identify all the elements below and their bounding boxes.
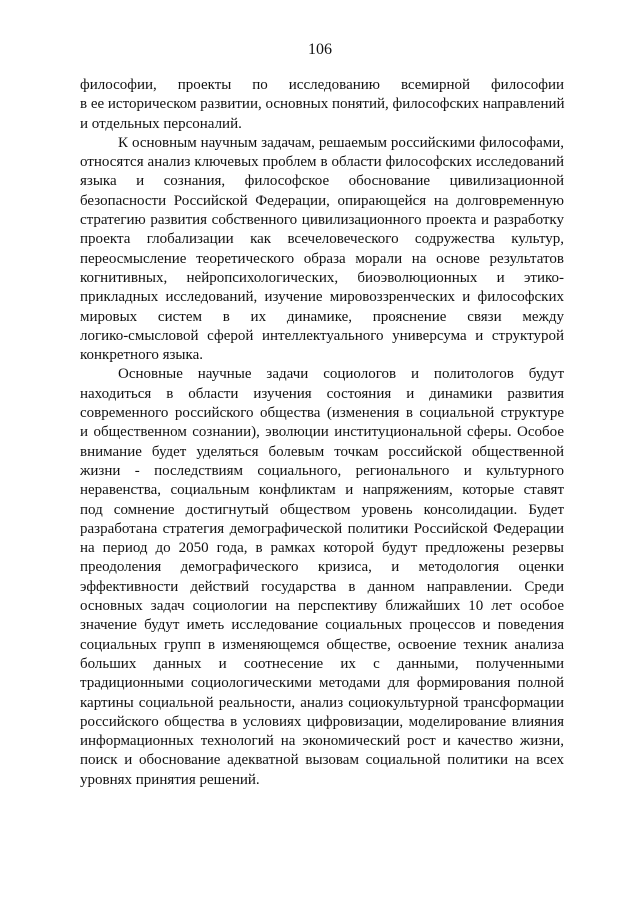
text-line: российского общества в условиях цифровизации, моделирование влияния	[80, 713, 564, 730]
text-line: неравенства, социальным конфликтам и напряжениям, которые ставят	[80, 482, 564, 499]
paragraph-2	[80, 134, 564, 366]
text-line: Основные научные задачи социологов и политологов будут	[118, 366, 564, 383]
text-line: стратегию развития собственного цивилизационного проекта и разработку	[80, 212, 564, 229]
text-line: жизни - последствиям социального, регионального и культурного	[80, 462, 564, 479]
text-line: и отдельных персоналий.	[80, 115, 242, 132]
paragraph-1	[80, 76, 564, 134]
text-line: проекта глобализации как всечеловеческого содружества культур,	[80, 231, 564, 248]
text-line: традиционными социологическими методами для формирования полной	[80, 675, 564, 692]
text-line: когнитивных, нейропсихологических, биоэволюционных и этико-	[80, 269, 564, 286]
text-line: философии, проекты по исследованию всемирной философии	[80, 77, 564, 93]
text-line: мировых систем в их динамике, прояснение связи между	[80, 308, 564, 325]
text-line: эффективности действий государства в данном направлении. Среди	[80, 578, 564, 595]
text-line: переосмысление теоретического образа морали на основе результатов	[80, 250, 564, 267]
text-line: уровнях принятия решений.	[80, 771, 260, 788]
text-line: преодоления демографического кризиса, и методология оценки	[80, 559, 564, 576]
text-line: картины социальной реальности, анализ социокультурной трансформации	[80, 694, 564, 711]
text-line: информационных технологий на экономический рост и качество жизни,	[80, 733, 564, 750]
text-line: социальных групп в изменяющемся обществе, освоение техник анализа	[80, 636, 564, 653]
text-line: безопасности Российской Федерации, опирающейся на долговременную	[80, 192, 564, 209]
text-line: языка и сознания, философское обоснование цивилизационной	[80, 173, 564, 190]
text-line: основных задач социологии на перспективу ближайших 10 лет особое	[80, 598, 564, 615]
text-line: под сомнение достигнутый обществом уровень консолидации. Будет	[80, 501, 564, 518]
text-line: прикладных исследований, изучение мировоззренческих и философских	[80, 289, 564, 306]
text-line: конкретного языка.	[80, 347, 203, 364]
text-line: больших данных и соотнесение их с данными, полученными	[80, 655, 564, 672]
body-text	[80, 76, 564, 790]
text-line: и общественном сознании), эволюции институциональной сферы. Особое	[80, 424, 564, 441]
text-line: К основным научным задачам, решаемым российскими философами,	[118, 134, 564, 151]
text-line: поиск и обоснование адекватной вызовам социальной политики на всех	[80, 752, 564, 769]
text-line: относятся анализ ключевых проблем в области философских исследований	[80, 154, 564, 171]
text-line: логико-смысловой сферой интеллектуального универсума и структурой	[80, 327, 564, 344]
text-line: значение будут иметь исследование социальных процессов и поведения	[80, 617, 564, 634]
text-line: внимание будет уделяться болевым точкам российской общественной	[80, 443, 564, 460]
page-number: 106	[308, 41, 332, 58]
text-line: современного российского общества (изменения в социальной структуре	[80, 405, 564, 422]
text-line: на период до 2050 года, в рамках которой будут предложены резервы	[80, 540, 564, 557]
text-line: разработана стратегия демографической политики Российской Федерации	[80, 520, 564, 537]
paragraph-3	[80, 365, 564, 790]
text-line: находиться в области изучения состояния и динамики развития	[80, 385, 564, 402]
text-line: в ее историческом развитии, основных понятий, философских направлений	[80, 96, 565, 113]
